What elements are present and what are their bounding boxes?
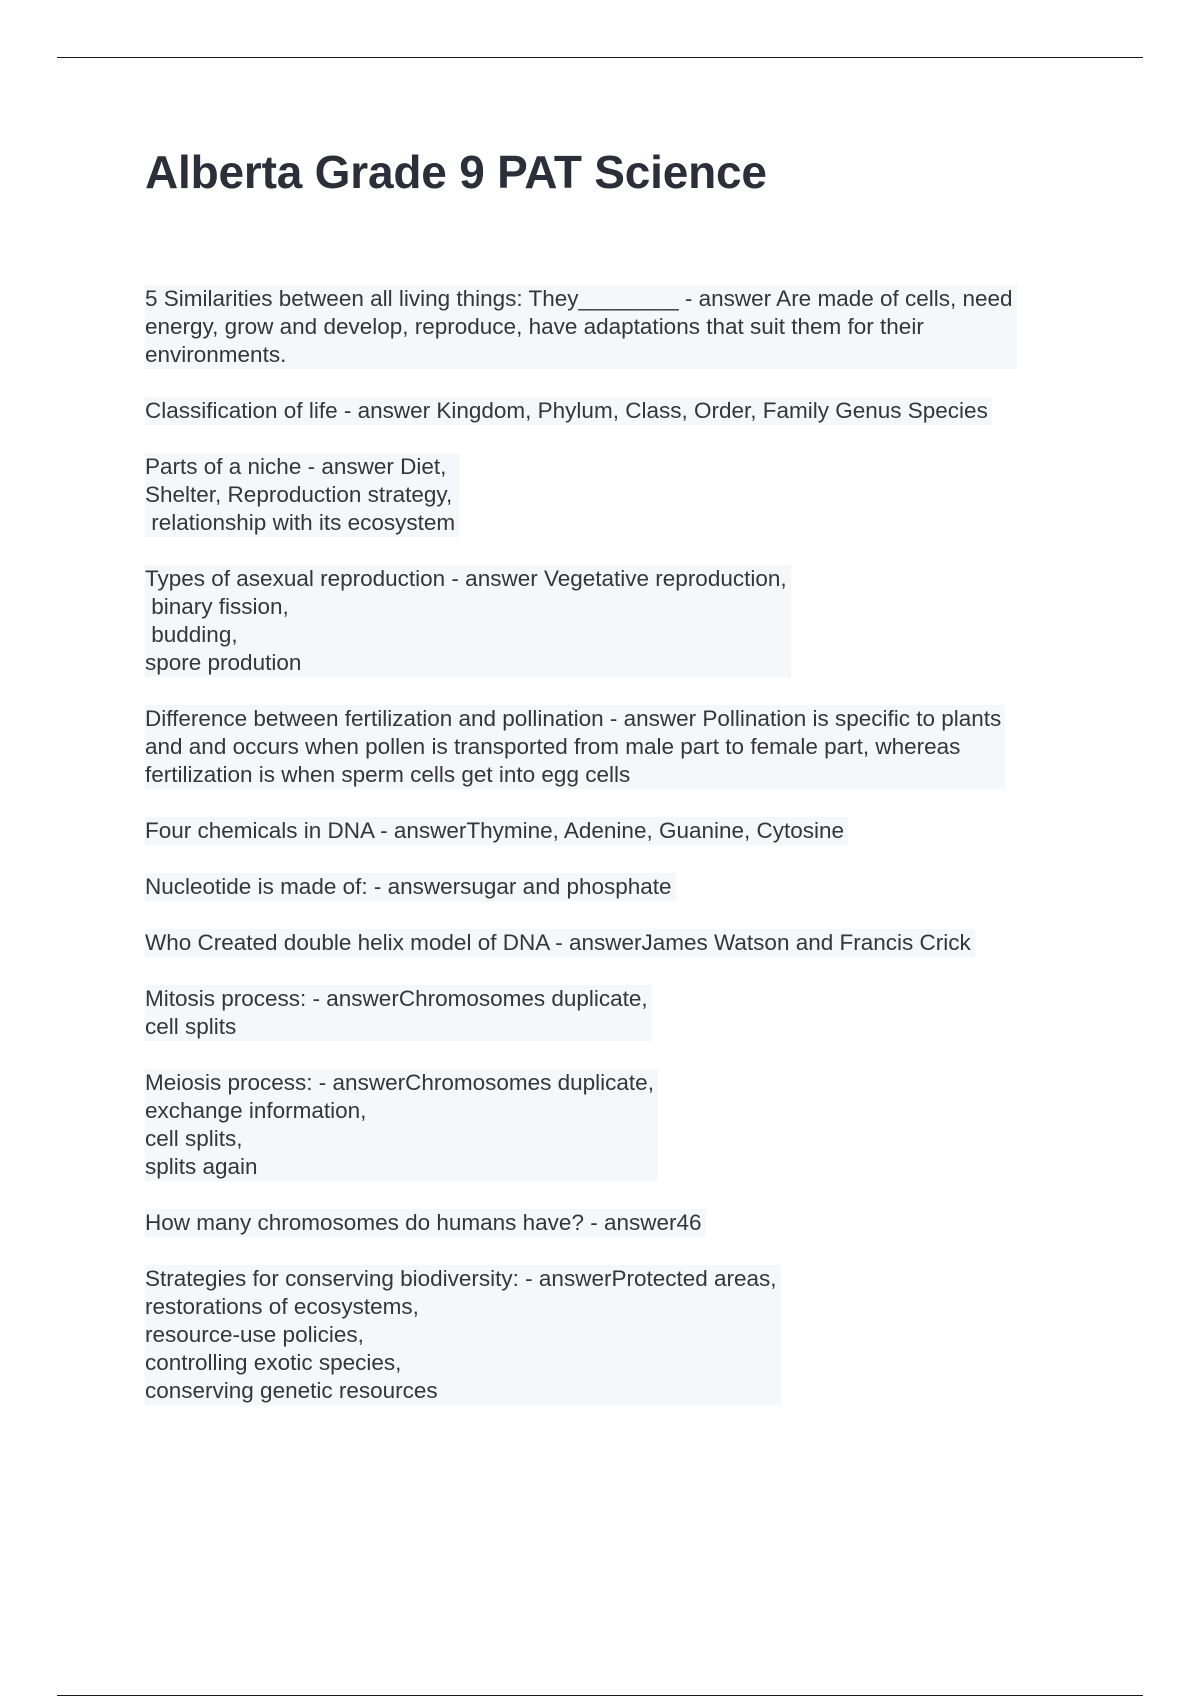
qa-entry-line: resource-use policies,	[145, 1322, 364, 1347]
qa-entry	[145, 1209, 706, 1237]
qa-entry-line: energy, grow and develop, reproduce, have adaptations that suit them for their	[145, 314, 924, 339]
qa-entry-line: Difference between fertilization and pollination - answer Pollination is specific to plants	[145, 706, 1002, 731]
qa-entry	[145, 817, 848, 845]
qa-entry	[145, 985, 652, 1041]
qa-entry-line: fertilization is when sperm cells get into egg cells	[145, 762, 631, 787]
qa-entry	[145, 1265, 781, 1405]
qa-entry-line: environments.	[145, 342, 287, 367]
qa-entry-line: conserving genetic resources	[145, 1378, 438, 1403]
qa-entry	[145, 1069, 658, 1181]
bottom-rule	[57, 1695, 1143, 1696]
qa-entry	[145, 397, 992, 425]
qa-entry-line: relationship with its ecosystem	[145, 510, 456, 535]
qa-entry-line: binary fission,	[145, 594, 289, 619]
qa-entry-line: How many chromosomes do humans have? - answer46	[145, 1210, 702, 1235]
qa-entry-line: 5 Similarities between all living things: They________ - answer Are made of cells, need	[145, 286, 1013, 311]
qa-entry-line: Classification of life - answer Kingdom, Phylum, Class, Order, Family Genus Species	[145, 398, 988, 423]
qa-entry	[145, 873, 676, 901]
qa-entry-line: Types of asexual reproduction - answer Vegetative reproduction,	[145, 566, 787, 591]
qa-entry-line: Who Created double helix model of DNA - answerJames Watson and Francis Crick	[145, 930, 971, 955]
qa-entry-line: restorations of ecosystems,	[145, 1294, 419, 1319]
qa-entry	[145, 705, 1005, 789]
qa-entry-line: cell splits	[145, 1014, 237, 1039]
qa-entry	[145, 929, 975, 957]
qa-entry-line: cell splits,	[145, 1126, 243, 1151]
qa-entry-line: budding,	[145, 622, 238, 647]
qa-entry-line: controlling exotic species,	[145, 1350, 402, 1375]
qa-entry-line: Strategies for conserving biodiversity: - answerProtected areas,	[145, 1266, 777, 1291]
page-title: Alberta Grade 9 PAT Science	[145, 146, 767, 198]
qa-entry-line: Shelter, Reproduction strategy,	[145, 482, 453, 507]
qa-entry	[145, 565, 791, 677]
qa-entry-line: Four chemicals in DNA - answerThymine, Adenine, Guanine, Cytosine	[145, 818, 845, 843]
qa-entry-line: and and occurs when pollen is transported from male part to female part, whereas	[145, 734, 961, 759]
qa-entry-line: exchange information,	[145, 1098, 367, 1123]
qa-entry-line: Parts of a niche - answer Diet,	[145, 454, 447, 479]
qa-entry	[145, 453, 459, 537]
top-rule	[57, 57, 1143, 58]
qa-entry-line: Mitosis process: - answerChromosomes duplicate,	[145, 986, 648, 1011]
qa-entry-line: Meiosis process: - answerChromosomes duplicate,	[145, 1070, 654, 1095]
qa-entry-line: splits again	[145, 1154, 258, 1179]
qa-entry-line: spore prodution	[145, 650, 302, 675]
qa-entry-line: Nucleotide is made of: - answersugar and phosphate	[145, 874, 672, 899]
qa-entry	[145, 285, 1017, 369]
qa-list	[145, 285, 1085, 1433]
